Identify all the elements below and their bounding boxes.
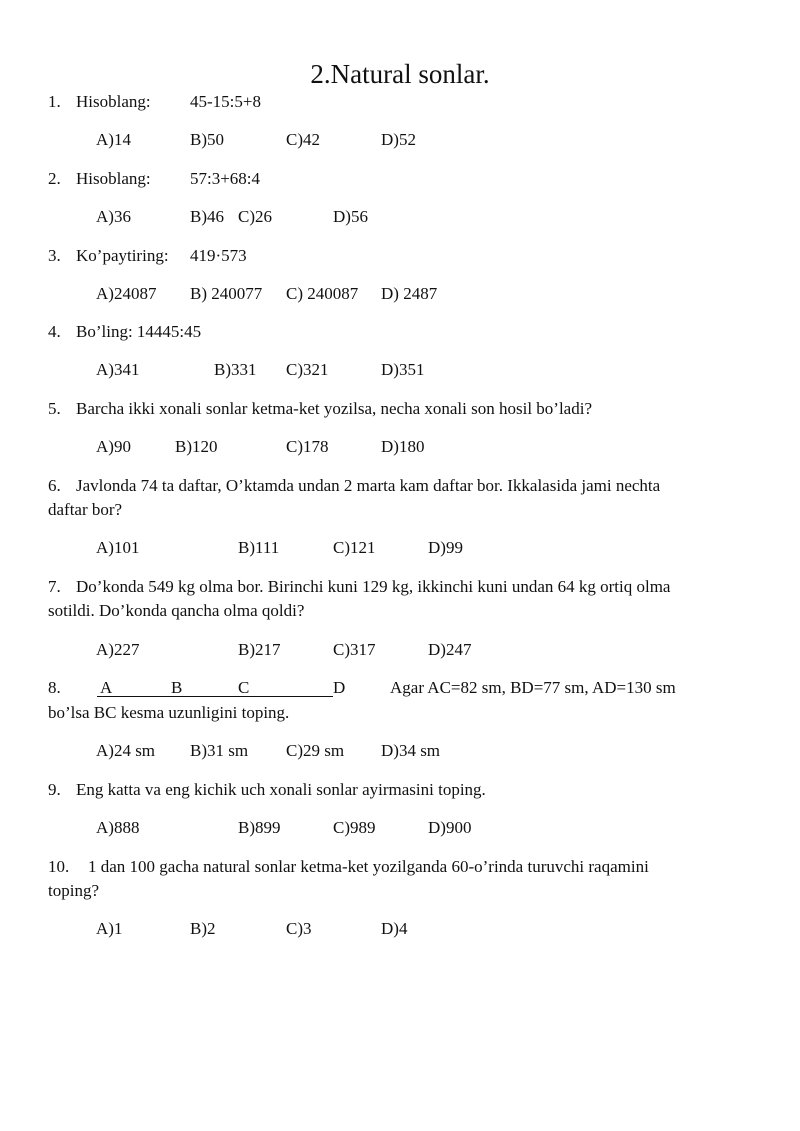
question-2-number: 2. bbox=[48, 169, 61, 188]
question-9-number: 9. bbox=[48, 780, 61, 799]
question-3-expression: 419·573 bbox=[190, 246, 247, 265]
question-1-label: Hisoblang: bbox=[76, 92, 151, 111]
question-10-option-a: A)1 bbox=[96, 919, 123, 938]
question-3-option-a: A)24087 bbox=[96, 284, 157, 303]
question-1-option-d: D)52 bbox=[381, 130, 416, 149]
question-8-option-d: D)34 sm bbox=[381, 741, 441, 760]
question-10-option-d: D)4 bbox=[381, 919, 408, 938]
question-7-number: 7. bbox=[48, 577, 61, 596]
question-2-expression: 57:3+68:4 bbox=[190, 169, 261, 188]
question-3-number: 3. bbox=[48, 246, 61, 265]
question-1-option-c: C)42 bbox=[286, 130, 320, 149]
question-4-number: 4. bbox=[48, 322, 61, 341]
segment-point-c: C bbox=[238, 678, 250, 697]
question-6-text: Javlonda 74 ta daftar, O’ktamda undan 2 marta kam daftar bor. Ikkalasida jami nechta bbox=[76, 476, 661, 495]
question-2-option-d: D)56 bbox=[333, 207, 368, 226]
question-1-option-a: A)14 bbox=[96, 130, 131, 149]
question-10-option-b: B)2 bbox=[190, 919, 216, 938]
question-3-label: Ko’paytiring: bbox=[76, 246, 169, 265]
question-5-option-d: D)180 bbox=[381, 437, 425, 456]
question-9-option-c: C)989 bbox=[333, 818, 376, 837]
segment-point-a: A bbox=[100, 678, 113, 697]
question-2-label: Hisoblang: bbox=[76, 169, 151, 188]
question-1-option-b: B)50 bbox=[190, 130, 224, 149]
question-5-number: 5. bbox=[48, 399, 61, 418]
question-7-option-a: A)227 bbox=[96, 640, 140, 659]
question-4-option-a: A)341 bbox=[96, 360, 140, 379]
question-3-option-d: D) 2487 bbox=[381, 284, 438, 303]
question-8-option-c: C)29 sm bbox=[286, 741, 345, 760]
question-8-text-continued: bo’lsa BC kesma uzunligini toping. bbox=[48, 703, 290, 722]
question-9-text: Eng katta va eng kichik uch xonali sonlar ayirmasini toping. bbox=[76, 780, 486, 799]
question-7-option-b: B)217 bbox=[238, 640, 281, 659]
question-5-text: Barcha ikki xonali sonlar ketma-ket yozilsa, necha xonali son hosil bo’ladi? bbox=[76, 399, 592, 418]
question-5-option-c: C)178 bbox=[286, 437, 329, 456]
question-5-option-b: B)120 bbox=[175, 437, 218, 456]
question-6-option-b: B)111 bbox=[238, 538, 280, 557]
question-1-number: 1. bbox=[48, 92, 61, 111]
question-4-option-c: C)321 bbox=[286, 360, 329, 379]
question-3-option-c: C) 240087 bbox=[286, 284, 359, 303]
question-10-number: 10. bbox=[48, 857, 70, 876]
question-9-option-a: A)888 bbox=[96, 818, 140, 837]
question-2-option-a: A)36 bbox=[96, 207, 131, 226]
segment-line bbox=[97, 696, 333, 697]
question-1-expression: 45-15:5+8 bbox=[190, 92, 261, 111]
question-4-option-b: B)331 bbox=[214, 360, 257, 379]
question-3-option-b: B) 240077 bbox=[190, 284, 263, 303]
question-8-option-b: B)31 sm bbox=[190, 741, 249, 760]
question-4-option-d: D)351 bbox=[381, 360, 425, 379]
question-6-text-continued: daftar bor? bbox=[48, 500, 123, 519]
question-6-number: 6. bbox=[48, 476, 61, 495]
question-7-option-c: C)317 bbox=[333, 640, 376, 659]
question-7-option-d: D)247 bbox=[428, 640, 472, 659]
question-8-text: Agar AC=82 sm, BD=77 sm, AD=130 sm bbox=[390, 678, 676, 697]
question-7-text-continued: sotildi. Do’konda qancha olma qoldi? bbox=[48, 601, 305, 620]
question-6-option-c: C)121 bbox=[333, 538, 376, 557]
page-title: 2.Natural sonlar. bbox=[310, 59, 490, 89]
question-7-text: Do’konda 549 kg olma bor. Birinchi kuni 129 kg, ikkinchi kuni undan 64 kg ortiq olma bbox=[76, 577, 671, 596]
question-2-option-b: B)46 bbox=[190, 207, 224, 226]
question-10-text-continued: toping? bbox=[48, 881, 99, 900]
question-10-option-c: C)3 bbox=[286, 919, 312, 938]
question-5-option-a: A)90 bbox=[96, 437, 131, 456]
question-6-option-d: D)99 bbox=[428, 538, 463, 557]
segment-point-b: B bbox=[171, 678, 183, 697]
question-9-option-d: D)900 bbox=[428, 818, 472, 837]
question-8-option-a: A)24 sm bbox=[96, 741, 156, 760]
question-8-number: 8. bbox=[48, 678, 61, 697]
segment-point-d: D bbox=[333, 678, 346, 697]
question-10-text: 1 dan 100 gacha natural sonlar ketma-ket yozilganda 60-o’rinda turuvchi raqamini bbox=[88, 857, 649, 876]
question-6-option-a: A)101 bbox=[96, 538, 140, 557]
question-9-option-b: B)899 bbox=[238, 818, 281, 837]
question-4-text: Bo’ling: 14445:45 bbox=[76, 322, 202, 341]
question-2-option-c: C)26 bbox=[238, 207, 272, 226]
